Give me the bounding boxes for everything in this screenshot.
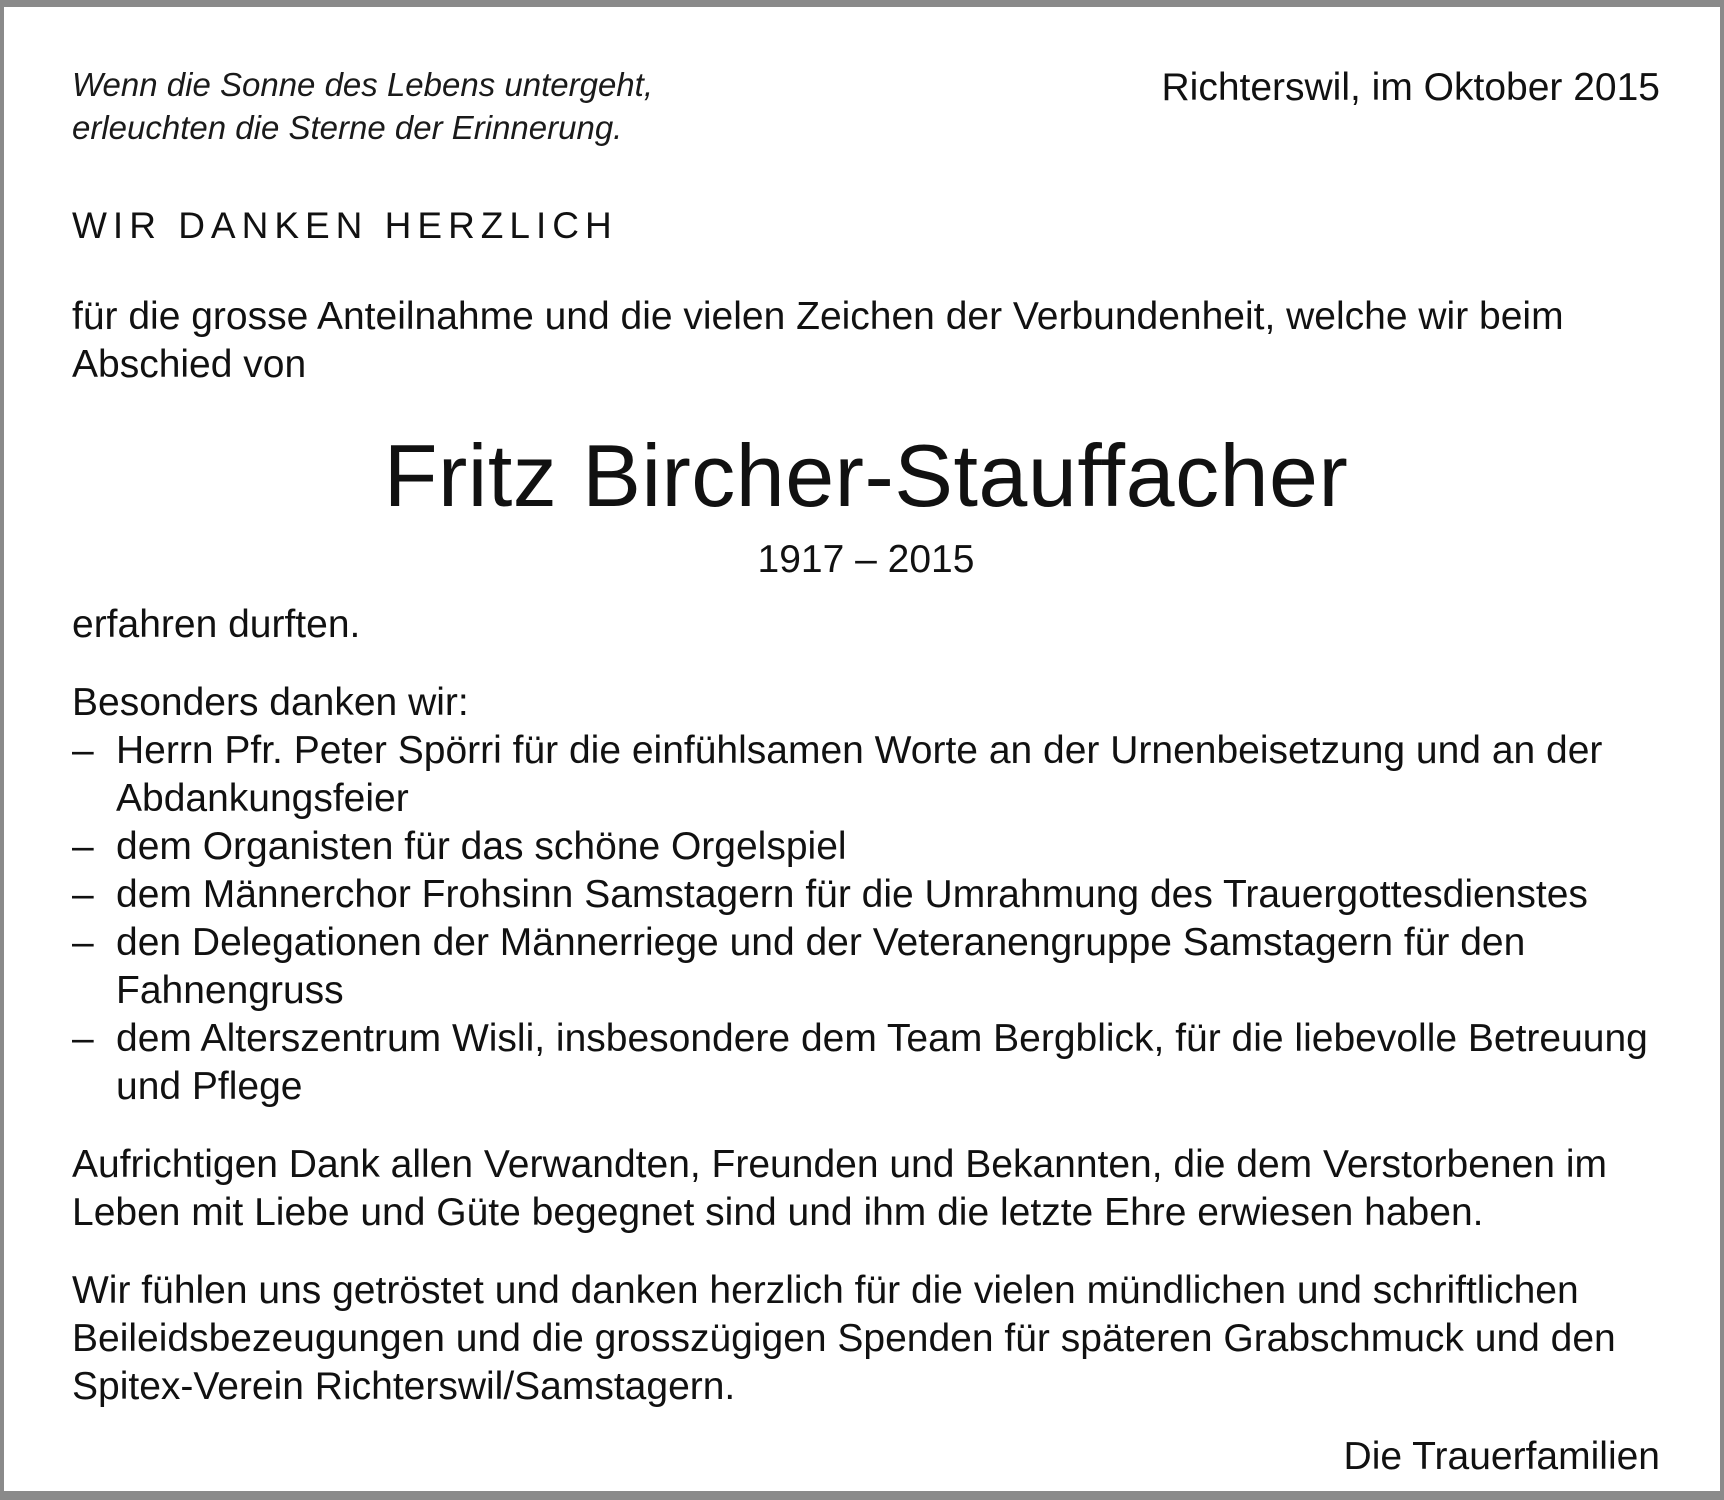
list-item-text: dem Männerchor Frohsinn Samstagern für die Umrahmung des Trauergottesdienstes [116, 873, 1588, 916]
intro-text: für die grosse Anteilnahme und die vielen Zeichen der Verbundenheit, welche wir beim Abschied von [72, 295, 1564, 386]
notice-header [72, 63, 1660, 149]
motto [72, 63, 653, 149]
list-item [72, 871, 1660, 919]
list-item-text: dem Organisten für das schöne Orgelspiel [116, 825, 847, 868]
place-date: Richterswil, im Oktober 2015 [1161, 66, 1660, 109]
paragraph-condolences-thanks: Wir fühlen uns getröstet und danken herzlich für die vielen mündlichen und schriftlichen Beileidsbezeugungen und die grosszügigen Spenden für späteren Grabschmuck und den Spitex-Verein Richterswil/Samstagern. [72, 1269, 1616, 1408]
list-item-text: dem Alterszentrum Wisli, insbesondere dem Team Bergblick, für die liebevolle Betreuung und Pflege [116, 1017, 1648, 1108]
list-item-text: den Delegationen der Männerriege und der Veteranengruppe Samstagern für den Fahnengruss [116, 921, 1526, 1012]
after-name-text: erfahren durften. [72, 603, 361, 646]
dash-bullet: – [72, 1017, 94, 1060]
notice-content [72, 63, 1660, 1481]
list-item [72, 919, 1660, 1015]
signature: Die Trauerfamilien [1343, 1435, 1660, 1478]
list-item [72, 727, 1660, 823]
motto-line-2: erleuchten die Sterne der Erinnerung. [72, 109, 623, 146]
dash-bullet: – [72, 729, 94, 772]
dash-bullet: – [72, 825, 94, 868]
deceased-years: 1917 – 2015 [757, 538, 975, 581]
deceased-name: Fritz Bircher-Stauffacher [383, 426, 1349, 525]
dash-bullet: – [72, 921, 94, 964]
thanks-heading: WIR DANKEN HERZLICH [72, 205, 618, 246]
list-item [72, 1015, 1660, 1111]
special-thanks-intro: Besonders danken wir: [72, 681, 469, 724]
motto-line-1: Wenn die Sonne des Lebens untergeht, [72, 66, 653, 103]
paragraph-relatives-thanks: Aufrichtigen Dank allen Verwandten, Freunden und Bekannten, die dem Verstorbenen im Leben mit Liebe und Güte begegnet sind und ihm die letzte Ehre erwiesen haben. [72, 1143, 1607, 1234]
list-item-text: Herrn Pfr. Peter Spörri für die einfühlsamen Worte an der Urnenbeisetzung und an der Abdankungsfeier [116, 729, 1603, 820]
special-thanks-list [72, 727, 1660, 1111]
dash-bullet: – [72, 873, 94, 916]
list-item [72, 823, 1660, 871]
